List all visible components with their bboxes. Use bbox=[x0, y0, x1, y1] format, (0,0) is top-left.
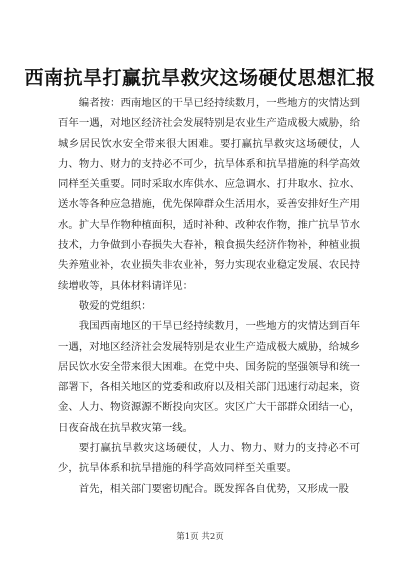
page-number: 第1页 共2页 bbox=[176, 532, 224, 542]
body-paragraph: 我国西南地区的干旱已经持续数月，一些地方的灾情达到百年一遇，对地区经济社会发展特别是农业生产造成极大威胁，给城乡居民饮水安全带来很大困难。在党中央、国务院的坚强领导和统一部署下，各相关地区的党委和政府以及相关部门迅速行动起来，资金、人力、物资源源不断投向灾区。灾区广大干部群众团结一心，日夜奋战在抗旱救灾第一线。 bbox=[58, 320, 360, 434]
body-paragraph: 要打赢抗旱救灾这场硬仗，人力、物力、财力的支持必不可少，抗旱体系和抗旱措施的科学高效同样至关重要。 bbox=[58, 442, 360, 475]
salutation-paragraph: 敬爱的党组织： bbox=[78, 299, 152, 312]
document-title: 西南抗旱打赢抗旱救灾这场硬仗思想汇报 bbox=[24, 67, 376, 89]
document-body bbox=[58, 93, 360, 499]
body-paragraph: 首先，相关部门要密切配合。既发挥各自优势，又形成一股 bbox=[78, 482, 349, 495]
editor-note-paragraph: 编者按：西南地区的干旱已经持续数月，一些地方的灾情达到百年一遇，对地区经济社会发展特别是农业生产造成极大威胁，给城乡居民饮水安全带来很大困难。要打赢抗旱救灾这场硬仗，人力、物力、财力的支持必不可少，抗旱体系和抗旱措施的科学高效同样至关重要。同时采取水库供水、应急调水、打井取水、拉水、送水等各种应急措施，优先保障群众生活用水，妥善安排好生产用水。扩大旱作物种植面积，适时补种、改种农作物，推广抗旱节水技术，力争做到小春损失大春补，粮食损失经济作物补，种植业损失养殖业补，农业损失非农业补，努力实现农业稳定发展、农民持续增收等，具体材料请详见： bbox=[58, 97, 360, 292]
